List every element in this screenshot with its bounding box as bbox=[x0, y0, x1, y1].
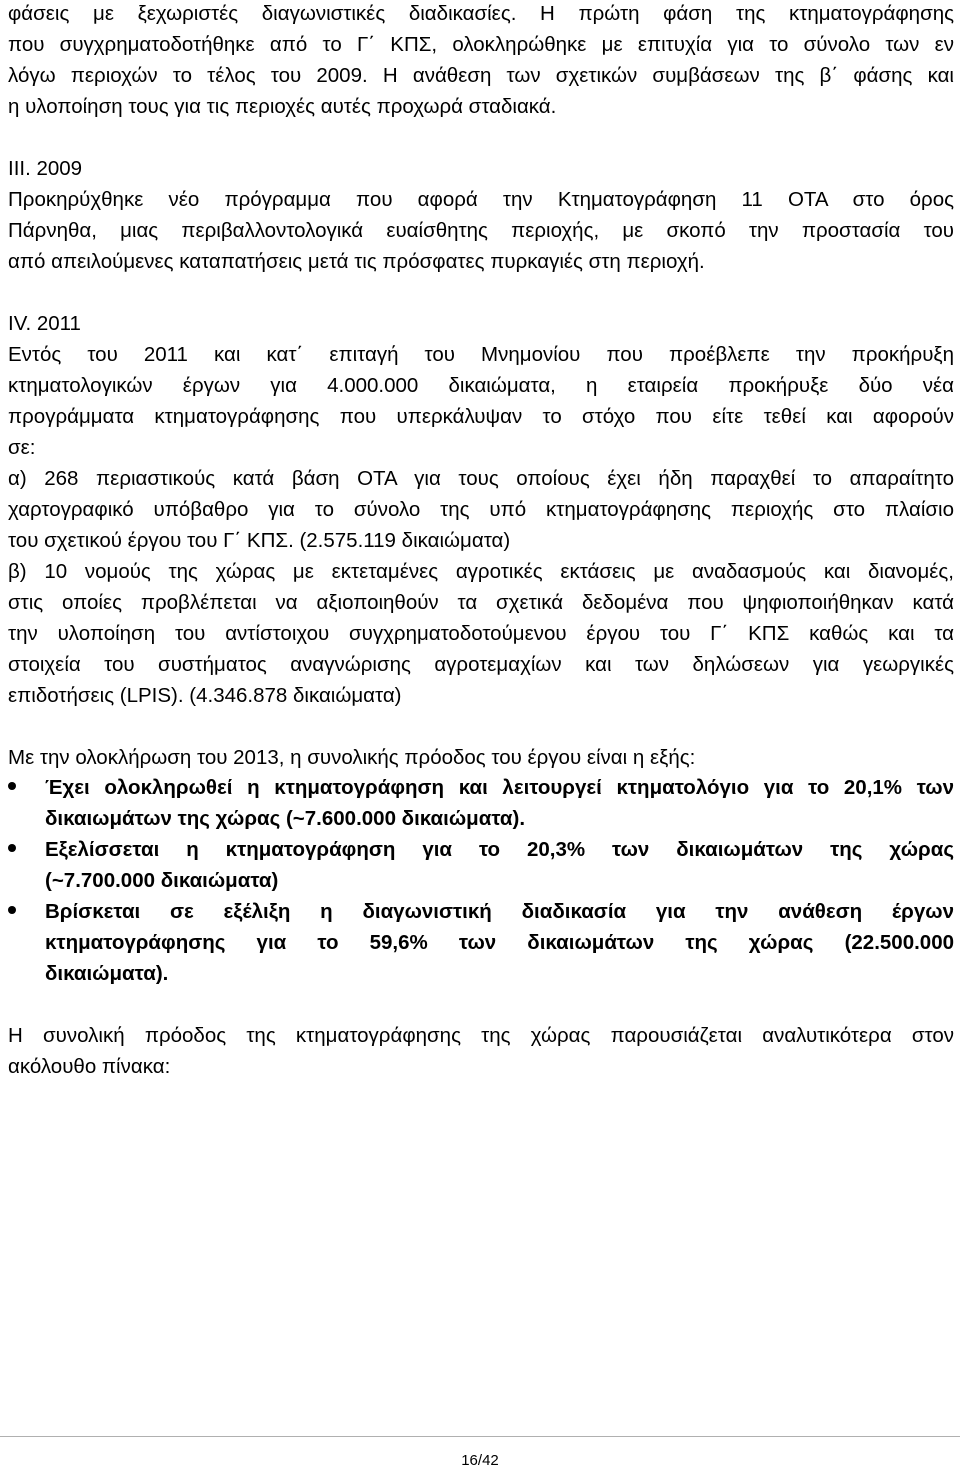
progress-bullet-line: δικαιώματα). bbox=[45, 962, 169, 985]
bullet-icon bbox=[8, 906, 16, 914]
bullet-icon bbox=[8, 844, 16, 852]
closing-line: Η συνολική πρόοδος της κτηματογράφησης της χώρας παρουσιάζεται αναλυτικότερα στον bbox=[8, 1024, 954, 1047]
progress-bullet-line: Εξελίσσεται η κτηματογράφηση για το 20,3% των δικαιωμάτων της χώρας bbox=[45, 838, 954, 861]
section-iii-line: από απειλούμενες καταπατήσεις μετά τις πρόσφατες πυρκαγιές στη περιοχή. bbox=[8, 250, 705, 273]
closing-line: ακόλουθο πίνακα: bbox=[8, 1055, 171, 1078]
section-iii-heading: III. 2009 bbox=[8, 157, 83, 180]
intro-line: που συγχρηματοδοτήθηκε από το Γ΄ ΚΠΣ, ολοκληρώθηκε με επιτυχία για το σύνολο των εν bbox=[8, 33, 954, 56]
progress-bullet-line: δικαιωμάτων της χώρας (~7.600.000 δικαιώματα). bbox=[45, 807, 526, 830]
progress-intro: Με την ολοκλήρωση του 2013, η συνολικής πρόοδος του έργου είναι η εξής: bbox=[8, 746, 696, 769]
section-iv-line: κτηματολογικών έργων για 4.000.000 δικαιώματα, η εταιρεία προκήρυξε δύο νέα bbox=[8, 374, 954, 397]
section-iii-line: Πάρνηθα, μιας περιβαλλοντολογικά ευαίσθητης περιοχής, με σκοπό την προστασία του bbox=[8, 219, 954, 242]
progress-bullet-line: Βρίσκεται σε εξέλιξη η διαγωνιστική διαδικασία για την ανάθεση έργων bbox=[45, 900, 954, 923]
item-b-line: την υλοποίηση του αντίστοιχου συγχρηματοδοτούμενου έργου του Γ΄ ΚΠΣ καθώς και τα bbox=[8, 622, 954, 645]
section-iv-line: σε: bbox=[8, 436, 36, 459]
intro-line: φάσεις με ξεχωριστές διαγωνιστικές διαδικασίες. Η πρώτη φάση της κτηματογράφησης bbox=[8, 2, 954, 25]
progress-bullet-line: Έχει ολοκληρωθεί η κτηματογράφηση και λειτουργεί κτηματολόγιο για το 20,1% των bbox=[45, 776, 954, 799]
section-iv-line: προγράμματα κτηματογράφησης που υπερκάλυψαν το στόχο που είτε τεθεί και αφορούν bbox=[8, 405, 954, 428]
item-b-line: στοιχεία του συστήματος αναγνώρισης αγροτεμαχίων και των δηλώσεων για γεωργικές bbox=[8, 653, 954, 676]
intro-line: η υλοποίηση τους για τις περιοχές αυτές προχωρά σταδιακά. bbox=[8, 95, 557, 118]
section-iv-heading: IV. 2011 bbox=[8, 312, 81, 335]
progress-bullet-line: (~7.700.000 δικαιώματα) bbox=[45, 869, 279, 892]
item-a-line: του σχετικού έργου του Γ΄ ΚΠΣ. (2.575.119 δικαιώματα) bbox=[8, 529, 511, 552]
item-a-line: α) 268 περιαστικούς κατά βάση ΟΤΑ για τους οποίους έχει ήδη παραχθεί το απαραίτητο bbox=[8, 467, 954, 490]
item-b-line: επιδοτήσεις (LPIS). (4.346.878 δικαιώματα) bbox=[8, 684, 402, 707]
item-b-line: στις οποίες προβλέπεται να αξιοποιηθούν τα σχετικά δεδομένα που ψηφιοποιήθηκαν κατά bbox=[8, 591, 954, 614]
intro-line: λόγω περιοχών το τέλος του 2009. Η ανάθεση των σχετικών συμβάσεων της β΄ φάσης και bbox=[8, 64, 954, 87]
progress-bullet-line: κτηματογράφησης για το 59,6% των δικαιωμάτων της χώρας (22.500.000 bbox=[45, 931, 954, 954]
footer-divider bbox=[0, 1436, 960, 1437]
section-iv-line: Εντός του 2011 και κατ΄ επιταγή του Μνημονίου που προέβλεπε την προκήρυξη bbox=[8, 343, 954, 366]
bullet-icon bbox=[8, 782, 16, 790]
page-number: 16/42 bbox=[461, 1452, 499, 1469]
item-b-line: β) 10 νομούς της χώρας με εκτεταμένες αγροτικές εκτάσεις με αναδασμούς και διανομές, bbox=[8, 560, 954, 583]
section-iii-line: Προκηρύχθηκε νέο πρόγραμμα που αφορά την Κτηματογράφηση 11 ΟΤΑ στο όρος bbox=[8, 188, 954, 211]
item-a-line: χαρτογραφικό υπόβαθρο για το σύνολο της υπό κτηματογράφησης περιοχής στο πλαίσιο bbox=[8, 498, 954, 521]
